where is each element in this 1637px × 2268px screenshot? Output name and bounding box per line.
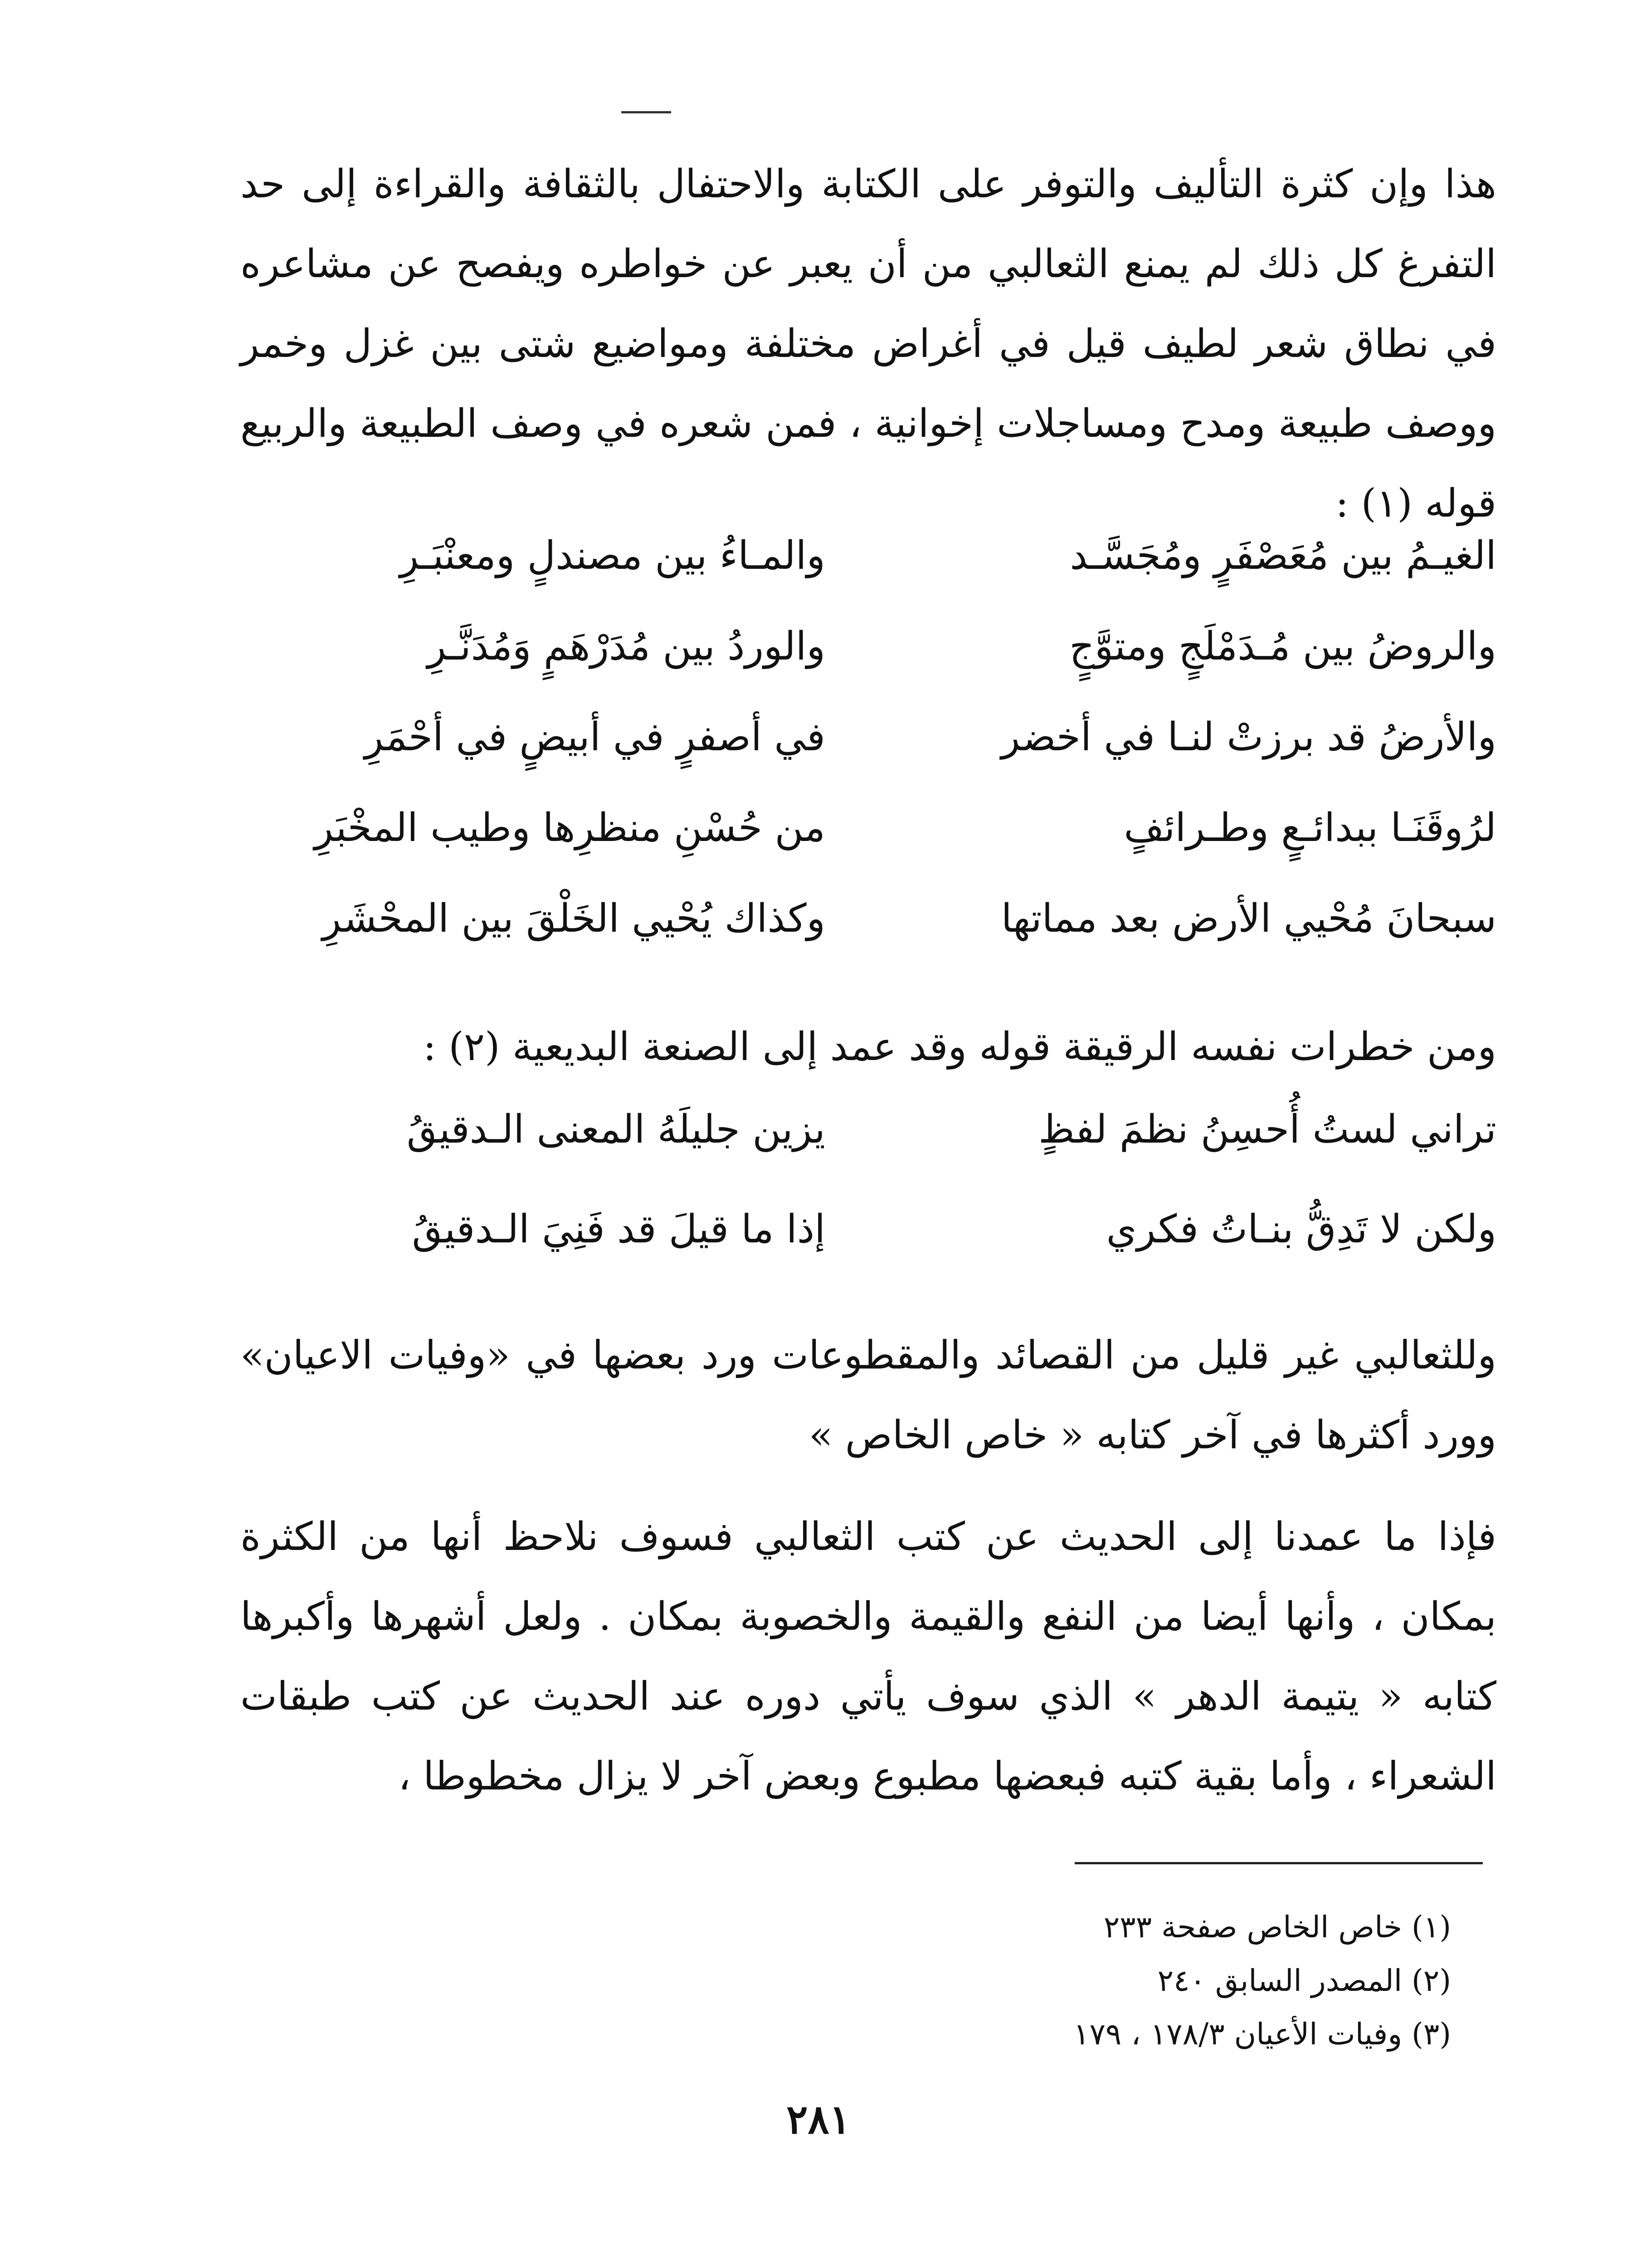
paragraph-intro [240, 144, 1496, 543]
page-number: ٢٨١ [786, 2096, 851, 2143]
verse-second-hemistich: إذا ما قيلَ قد فَنِيَ الـدقيقُ [412, 1207, 825, 1252]
paragraph-text: هذا وإن كثرة التأليف والتوفر على الكتابة والاحتفال بالثقافة والقراءة إلى حد التفرغ كل ذلك لم يمنع الثعالبي من أن يعبر عن خواطره ويفصح عن مشاعره في نطاق شعر لطيف قيل في أغراض مختلفة ومواضيع شتى بين غزل وخمر ووصف طبيعة ومدح ومساجلات إخوانية ، فمن شعره في وصف الطبيعة والربيع قوله (١) : [240, 161, 1496, 526]
verse-first-hemistich: لرُوقَنَـا ببدائـعٍ وطـرائفٍ [1124, 805, 1496, 850]
verse-first-hemistich: والروضُ بين مُـدَمْلَجٍ ومتوَّجٍ [1069, 624, 1496, 669]
verse-line [236, 714, 1496, 805]
footnote-item: (١) خاص الخاص صفحة ٢٣٣ [1103, 1910, 1451, 1945]
verse-line [236, 805, 1496, 896]
footnote-item: (٢) المصدر السابق ٢٤٠ [1157, 1963, 1451, 1998]
verse-second-hemistich: في أصفرٍ في أبيضٍ في أحْمَرِ [364, 714, 825, 760]
verse-line [236, 896, 1496, 987]
verse-second-hemistich: من حُسْنِ منظرِها وطيب المخْبَرِ [314, 805, 825, 850]
verse-second-hemistich: وكذاك يُحْيي الخَلْقَ بين المحْشَرِ [322, 896, 825, 941]
footnote-divider [1075, 1862, 1483, 1864]
verse-line [236, 1107, 1496, 1207]
verse-line [236, 533, 1496, 624]
verse-second-hemistich: يزين جليلَهُ المعنى الـدقيقُ [406, 1107, 825, 1152]
verse-first-hemistich: تراني لستُ أُحسِنُ نظمَ لفظٍ [1038, 1107, 1496, 1152]
verse-first-hemistich: ولكن لا تَدِقُّ بنـاتُ فكري [1106, 1207, 1496, 1252]
verse-first-hemistich: الغيـمُ بين مُعَصْفَرٍ ومُجَسَّـد [1070, 533, 1496, 578]
paragraph-text: ومن خطرات نفسه الرقيقة قوله وقد عمد إلى الصنعة البديعية (٢) : [423, 1024, 1496, 1070]
poem-spring [236, 533, 1496, 987]
verse-line [236, 624, 1496, 714]
poem-wordplay [236, 1107, 1496, 1306]
paragraph-intro-2 [308, 1007, 1496, 1087]
verse-first-hemistich: سبحانَ مُحْيي الأرض بعد مماتها [1001, 896, 1496, 941]
top-mark [621, 111, 671, 113]
verse-line [236, 1207, 1496, 1306]
paragraph-poetry-sources [240, 1315, 1496, 1475]
verse-first-hemistich: والأرضُ قد برزتْ لنـا في أخضر [1001, 714, 1496, 760]
paragraph-text: فإذا ما عمدنا إلى الحديث عن كتب الثعالبي فسوف نلاحظ أنها من الكثرة بمكان ، وأنها أيضا من النفع والقيمة والخصوبة بمكان . ولعل أشهرها وأكبرها كتابه « يتيمة الدهر » الذي سوف يأتي دوره عند الحديث عن كتب طبقات الشعراء ، وأما بقية كتبه فبعضها مطبوع وبعض آخر لا يزال مخطوطا ، [240, 1514, 1496, 1799]
paragraph-text: وللثعالبي غير قليل من القصائد والمقطوعات ورد بعضها في «وفيات الاعيان» وورد أكثرها في آخر كتابه « خاص الخاص » [240, 1333, 1496, 1458]
verse-second-hemistich: والمـاءُ بين مصندلٍ ومعنْبَـرِ [400, 533, 825, 578]
footnote-item: (٣) وفيات الأعيان ١٧٨/٣ ، ١٧٩ [1073, 2017, 1451, 2052]
paragraph-books [240, 1497, 1496, 1816]
verse-second-hemistich: والوردُ بين مُدَرْهَمٍ وَمُدَنَّـرِ [427, 624, 825, 669]
footnotes [862, 1901, 1451, 2061]
